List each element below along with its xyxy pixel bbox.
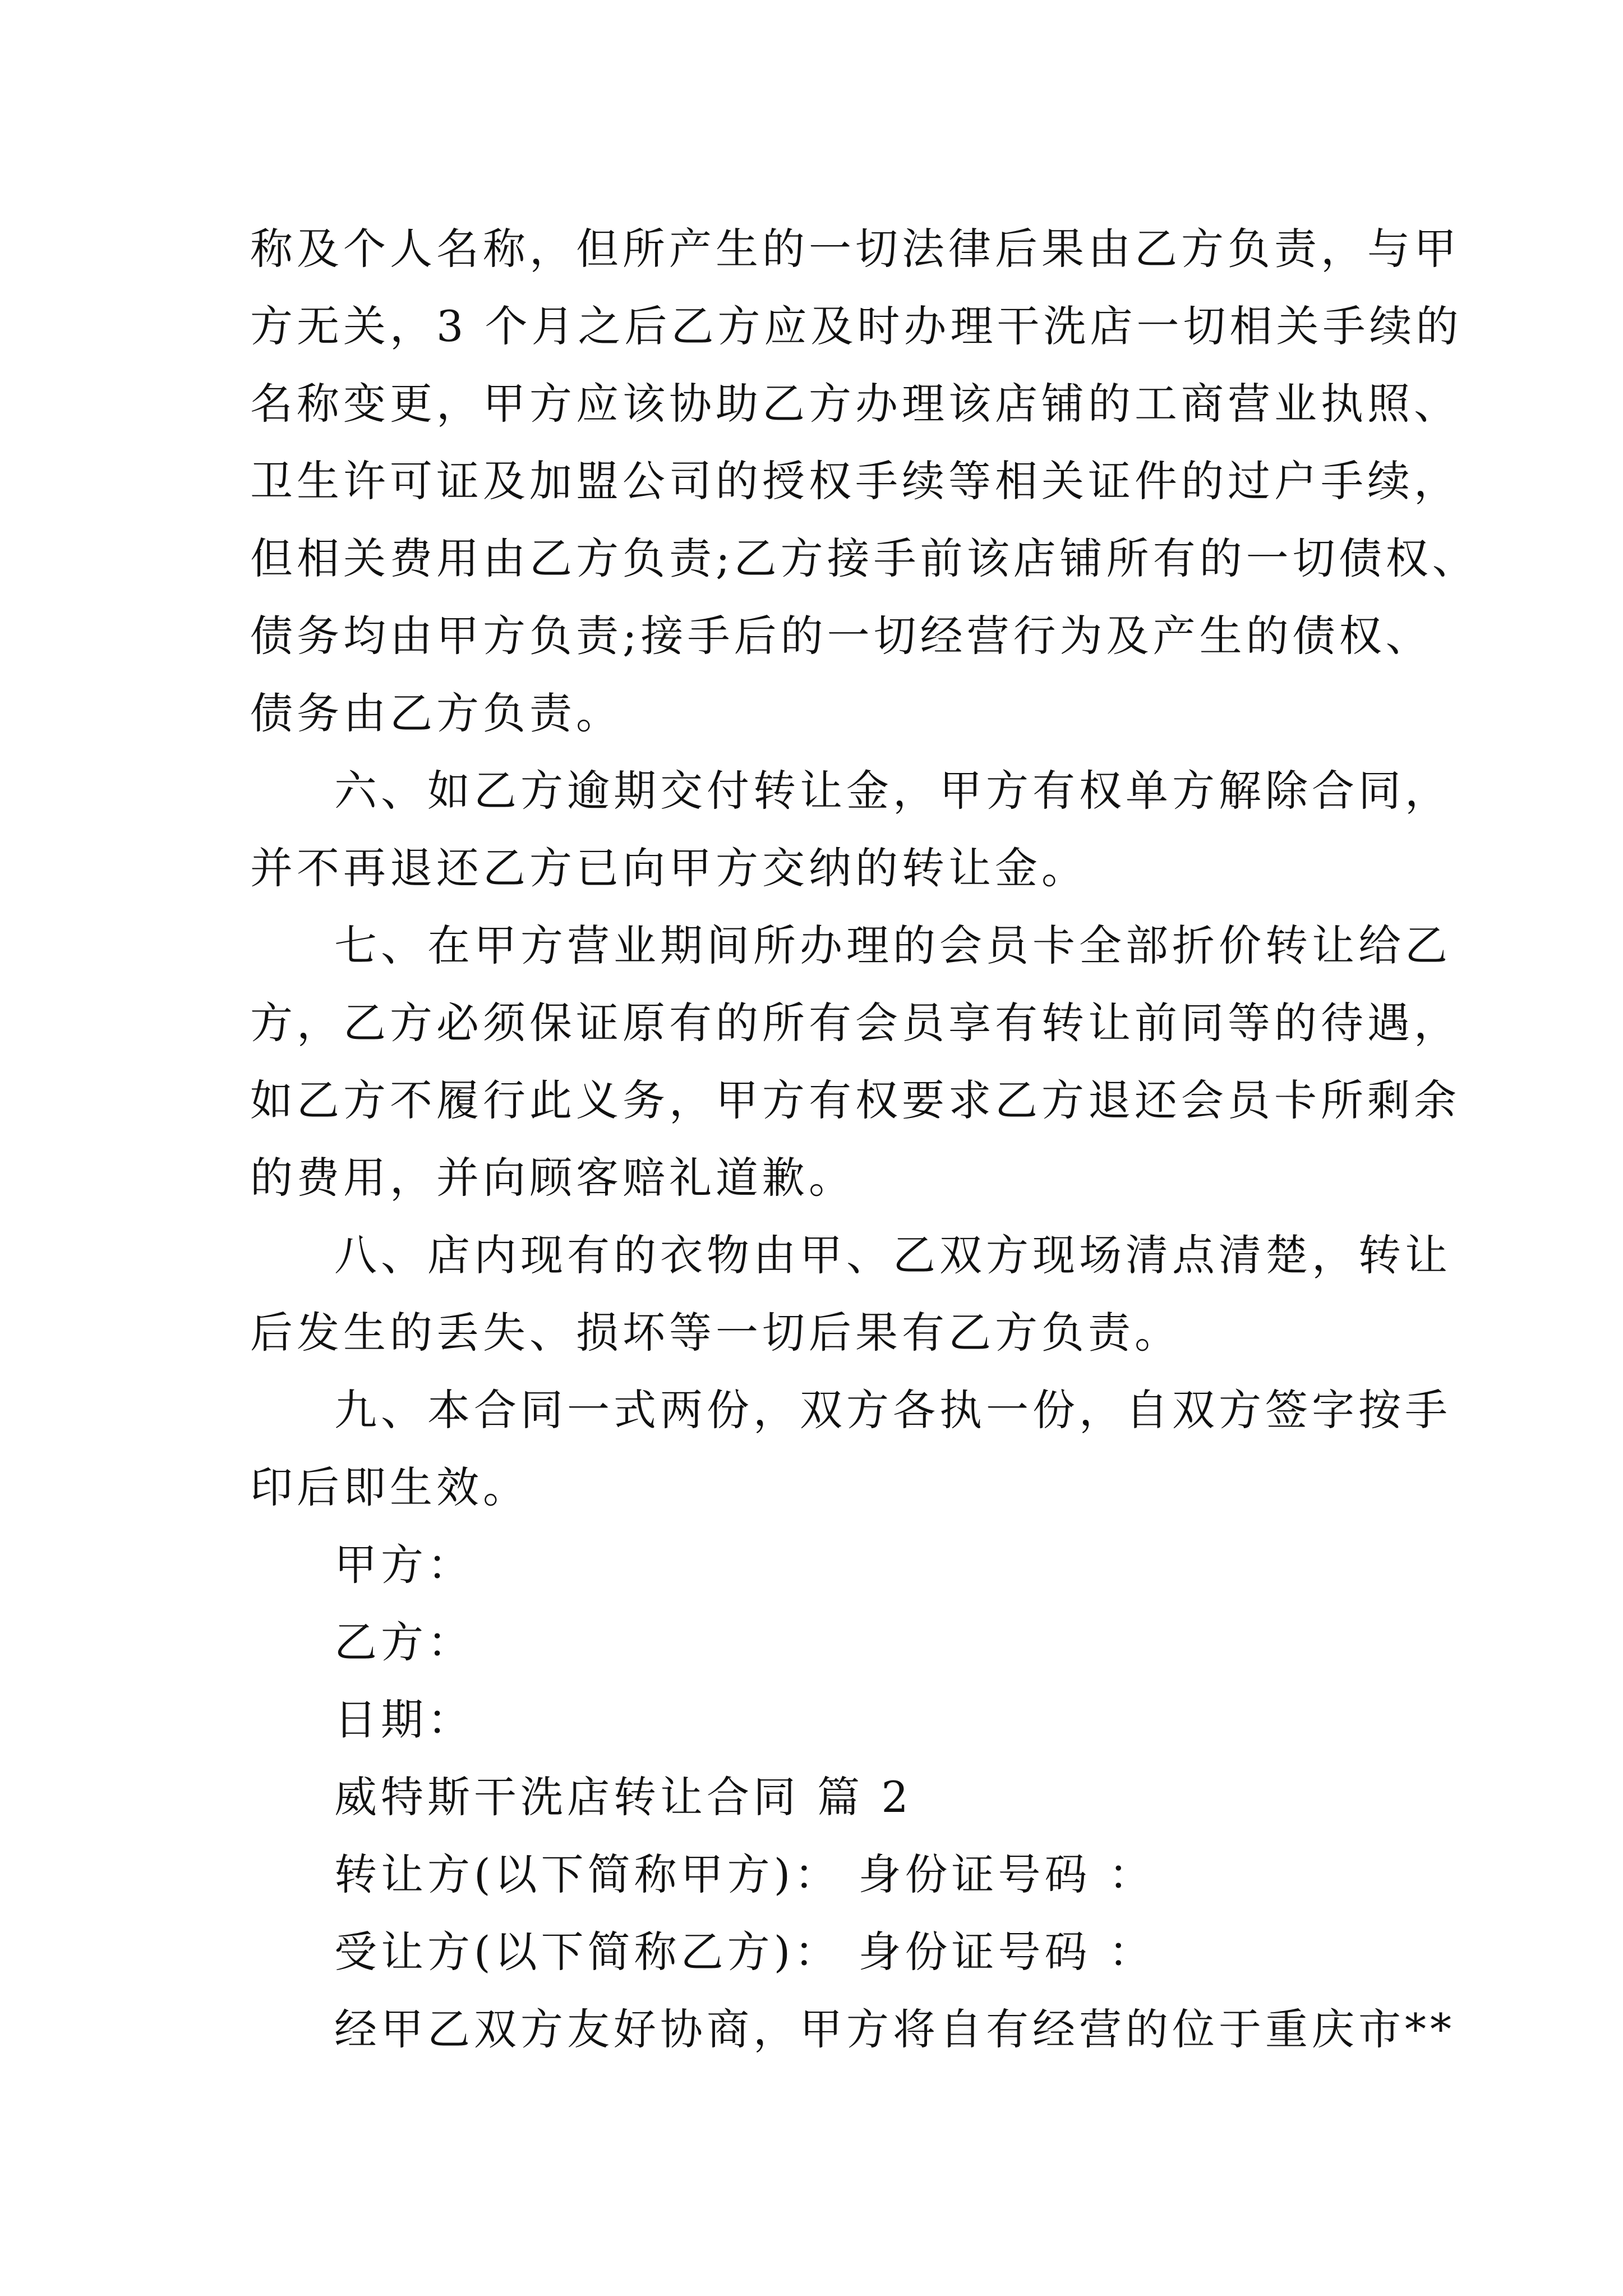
text-line: 但相关费用由乙方负责;乙方接手前该店铺所有的一切债权、 [250, 533, 1479, 583]
text-line: 日期： [334, 1695, 474, 1745]
text-line: 甲方： [334, 1540, 474, 1590]
text-line: 名称变更，甲方应该协助乙方办理该店铺的工商营业执照、 [250, 379, 1460, 429]
text-line: 九、本合同一式两份，双方各执一份，自双方签字按手 [334, 1385, 1451, 1435]
text-line: 后发生的丢失、损坏等一切后果有乙方负责。 [250, 1308, 1181, 1358]
document-body [250, 210, 1479, 2068]
text-line: 称及个人名称，但所产生的一切法律后果由乙方负责，与甲 [250, 224, 1460, 274]
text-line: 乙方： [334, 1617, 474, 1667]
text-line: 并不再退还乙方已向甲方交纳的转让金。 [250, 843, 1088, 893]
text-line: 七、在甲方营业期间所办理的会员卡全部折价转让给乙 [334, 921, 1451, 970]
text-line: 转让方(以下简称甲方)： 身份证号码 ： [334, 1849, 1155, 1899]
text-line: 方无关，3 个月之后乙方应及时办理干洗店一切相关手续的 [250, 301, 1463, 351]
text-line: 六、如乙方逾期交付转让金，甲方有权单方解除合同， [334, 766, 1451, 816]
text-line: 的费用，并向顾客赔礼道歉。 [250, 1153, 855, 1203]
text-line: 印后即生效。 [250, 1462, 529, 1512]
text-line: 经甲乙双方友好协商，甲方将自有经营的位于重庆市** [334, 2004, 1455, 2054]
text-line: 卫生许可证及加盟公司的授权手续等相关证件的过户手续， [250, 456, 1460, 506]
text-line: 受让方(以下简称乙方)： 身份证号码 ： [334, 1927, 1155, 1977]
text-line: 八、店内现有的衣物由甲、乙双方现场清点清楚，转让 [334, 1230, 1451, 1280]
text-line: 如乙方不履行此义务，甲方有权要求乙方退还会员卡所剩余 [250, 1075, 1460, 1125]
text-line: 威特斯干洗店转让合同 篇 2 [334, 1772, 912, 1822]
text-line: 方，乙方必须保证原有的所有会员享有转让前同等的待遇， [250, 998, 1460, 1048]
text-line: 债务由乙方负责。 [250, 688, 623, 738]
text-line: 债务均由甲方负责;接手后的一切经营行为及产生的债权、 [250, 611, 1432, 661]
